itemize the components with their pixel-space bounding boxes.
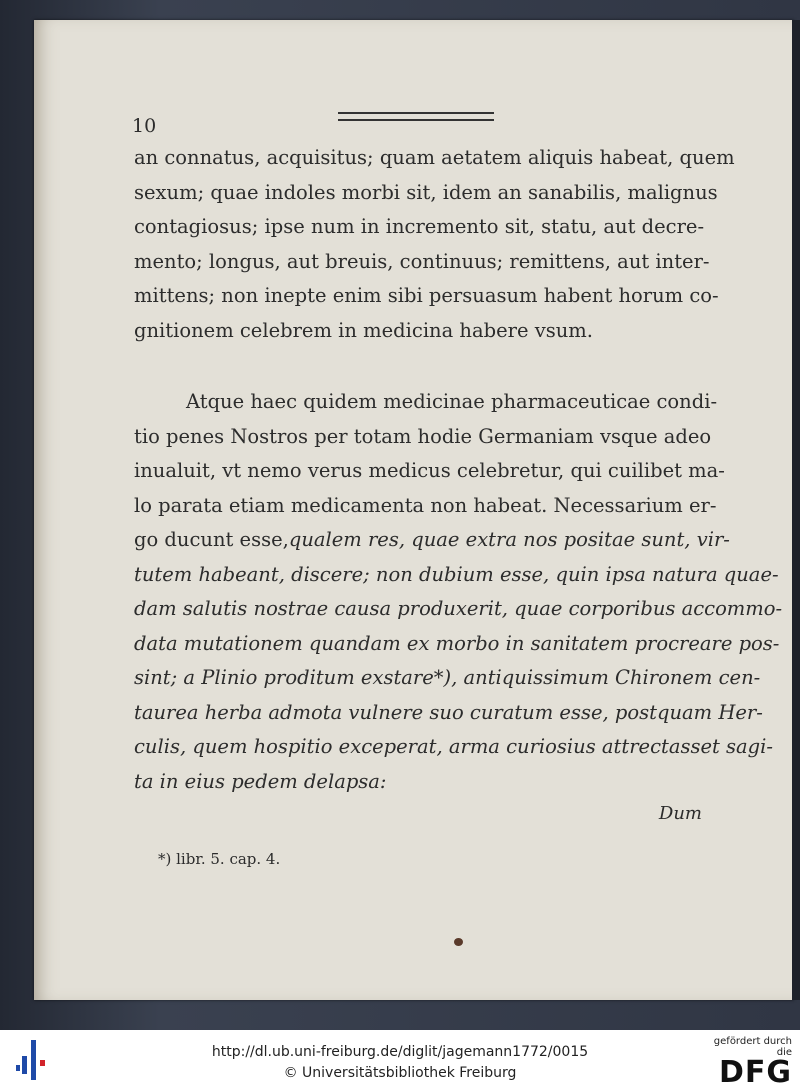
paragraph-2: [134, 385, 783, 799]
text-line: tio penes Nostros per totam hodie Germaniam vsque adeo: [134, 424, 712, 448]
text-line: mittens; non inepte enim sibi persuasum habent horum co-: [134, 284, 719, 307]
roman-run: go ducunt esse,: [134, 528, 289, 551]
dfg-note: gefördert durch die: [713, 1036, 792, 1058]
paper-stain: [454, 938, 463, 946]
text-line: gnitionem celebrem in medicina habere vsum.: [134, 318, 593, 342]
page-number: 10: [132, 115, 157, 137]
footer-bar: [0, 1030, 800, 1087]
italic-line: ta in eius pedem delapsa:: [134, 769, 387, 793]
footnote: *) libr. 5. cap. 4.: [158, 850, 281, 868]
text-line: Atque haec quidem medicinae pharmaceuticae condi-: [186, 390, 718, 413]
dfg-logo: DFG: [718, 1055, 792, 1087]
permalink-url[interactable]: http://dl.ub.uni-freiburg.de/diglit/jagemann1772/0015: [211, 1044, 589, 1060]
italic-line: taurea herba admota vulnere suo curatum esse, postquam Her-: [134, 700, 763, 724]
italic-line: dam salutis nostrae causa produxerit, quae corporibus accommo-: [134, 597, 783, 620]
italic-line: tutem habeant, discere; non dubium esse, quin ipsa natura quae-: [134, 562, 779, 586]
text-line: contagiosus; ipse num in incremento sit, statu, aut decre-: [134, 215, 705, 238]
italic-line: culis, quem hospitio exceperat, arma curiosius attrectasset sagi-: [134, 735, 773, 758]
catchword: Dum: [658, 803, 702, 824]
dfg-funding[interactable]: [702, 1036, 792, 1087]
paragraph-1: [134, 141, 735, 348]
header-rule: [338, 112, 494, 121]
book-page: [34, 20, 794, 1000]
next-page-edge: [792, 20, 800, 1000]
text-line: inualuit, vt nemo verus medicus celebretur, qui cuilibet ma-: [134, 459, 725, 482]
italic-line: data mutationem quandam ex morbo in sanitatem procreare pos-: [134, 631, 780, 655]
italic-line: sint; a Plinio proditum exstare*), antiquissimum Chironem cen-: [134, 666, 761, 689]
text-line: sexum; quae indoles morbi sit, idem an sanabilis, malignus: [134, 180, 718, 204]
mixed-text-line: [134, 523, 730, 558]
text-line: an connatus, acquisitus; quam aetatem aliquis habeat, quem: [134, 146, 735, 169]
copyright-notice: © Universitätsbibliothek Freiburg: [283, 1065, 517, 1081]
italic-run: qualem res, quae extra nos positae sunt, vir-: [288, 528, 730, 551]
text-line: mento; longus, aut breuis, continuus; remittens, aut inter-: [134, 249, 710, 273]
text-line: lo parata etiam medicamenta non habeat. Necessarium er-: [134, 493, 717, 517]
